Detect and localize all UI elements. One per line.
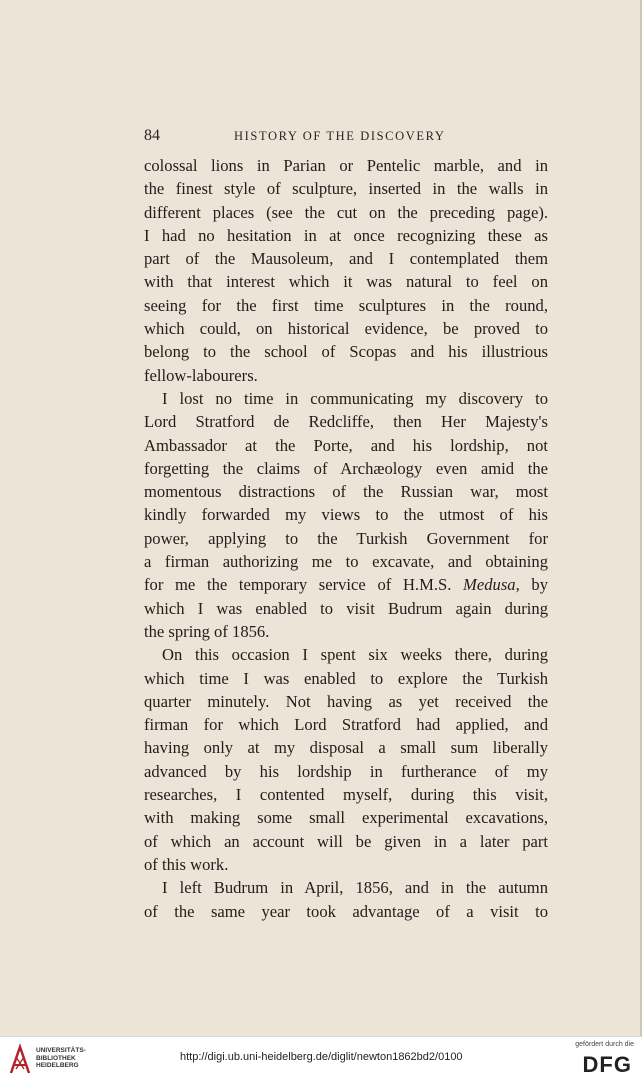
text-line: Ambassador at the Porte, and his lordship, not	[144, 435, 548, 455]
paragraph	[144, 387, 548, 643]
paragraph	[144, 876, 548, 923]
footer-bar	[0, 1036, 642, 1082]
text-line: On this occasion I spent six weeks there, during	[162, 645, 548, 665]
paragraph	[144, 154, 548, 387]
text-line: of the same year took advantage of a visit to	[144, 901, 548, 921]
text-line: I left Budrum in April, 1856, and in the autumn	[162, 878, 548, 898]
text-line: colossal lions in Parian or Pentelic marble, and in	[144, 156, 548, 175]
running-header	[144, 127, 548, 147]
text-line: forgetting the claims of Archæology even amid the	[144, 458, 548, 478]
text-line: of which an account will be given in a later part	[144, 831, 548, 851]
text-line: for me the temporary service of H.M.S. Medusa, by	[144, 575, 549, 595]
library-logo[interactable]	[8, 1043, 88, 1077]
text-line: firman for which Lord Stratford had applied, and	[144, 715, 548, 735]
funder-caption: gefördert durch die	[575, 1041, 634, 1048]
running-title: HISTORY OF THE DISCOVERY	[234, 129, 446, 143]
text-line: with that interest which it was natural to feel on	[144, 272, 548, 292]
text-line: belong to the school of Scopas and his illustrious	[144, 342, 548, 362]
text-line: the spring of 1856.	[144, 621, 270, 641]
text-line: which could, on historical evidence, be proved to	[144, 319, 548, 339]
paragraph	[144, 643, 548, 876]
permalink-url[interactable]: http://digi.ub.uni-heidelberg.de/diglit/newton1862bd2/0100	[180, 1051, 463, 1063]
text-line: researches, I contented myself, during this visit,	[144, 785, 548, 805]
text-line: which time I was enabled to explore the Turkish	[144, 668, 548, 688]
text-line: kindly forwarded my views to the utmost of his	[144, 505, 548, 525]
library-crest-icon	[8, 1043, 32, 1075]
text-line: which I was enabled to visit Budrum again during	[144, 598, 548, 618]
text-line: I lost no time in communicating my discovery to	[162, 388, 548, 408]
text-line: different places (see the cut on the preceding page).	[144, 202, 548, 222]
text-line: I had no hesitation in at once recognizing these as	[144, 225, 548, 245]
text-line: fellow-labourers.	[144, 365, 258, 385]
text-line: advanced by his lordship in furtherance of my	[144, 761, 548, 781]
text-line: seeing for the first time sculptures in the round,	[144, 295, 548, 315]
body-text	[144, 154, 548, 923]
text-line: with making some small experimental excavations,	[144, 808, 548, 828]
text-line: power, applying to the Turkish Government for	[144, 528, 548, 548]
text-line: quarter minutely. Not having as yet received the	[144, 691, 548, 711]
dfg-logo[interactable]: DFG	[582, 1052, 632, 1077]
text-line: Lord Stratford de Redcliffe, then Her Majesty's	[144, 412, 548, 432]
text-line: part of the Mausoleum, and I contemplated them	[144, 249, 548, 269]
text-line: having only at my disposal a small sum liberally	[144, 738, 548, 758]
page-number: 84	[144, 127, 160, 144]
text-line: a firman authorizing me to excavate, and obtaining	[144, 552, 548, 572]
text-line: of this work.	[144, 854, 229, 874]
library-name: UNIVERSITÄTS- BIBLIOTHEK HEIDELBERG	[36, 1047, 86, 1070]
text-line: momentous distractions of the Russian war, most	[144, 482, 548, 502]
text-line: the finest style of sculpture, inserted in the walls in	[144, 179, 548, 199]
